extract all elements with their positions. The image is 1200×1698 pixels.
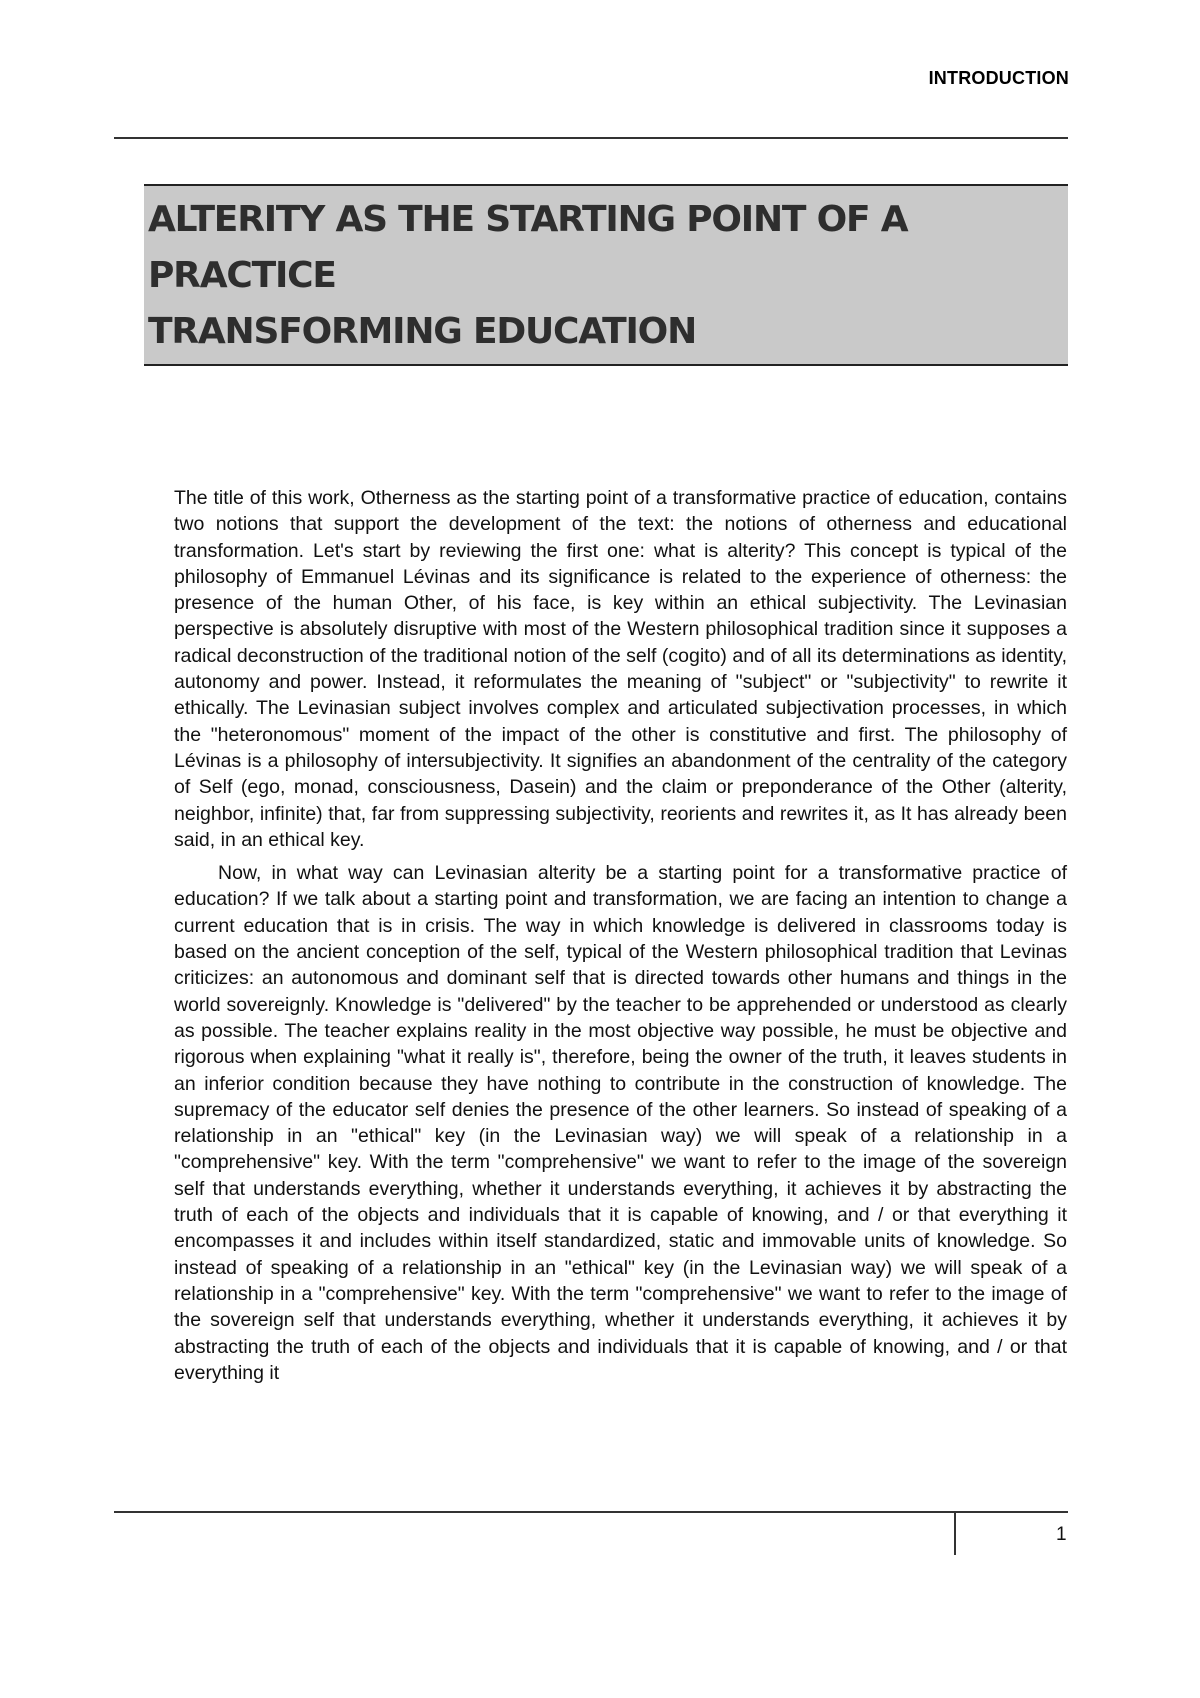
footer-divider (954, 1513, 956, 1555)
chapter-title (148, 192, 1064, 360)
body-paragraph-2: Now, in what way can Levinasian alterity be a starting point for a transformative practice of education? If we talk about a starting point and transformation, we are facing an intention to change a current education that is in crisis. The way in which knowledge is delivered in classrooms today is based on the ancient conception of the self, typical of the Western philosophical tradition that Levinas criticizes: an autonomous and dominant self that is directed towards other humans and things in the world sovereignly. Knowledge is "delivered" by the teacher to be apprehended or understood as clearly as possible. The teacher explains reality in the most objective way possible, he must be objective and rigorous when explaining "what it really is", therefore, being the owner of the truth, it leaves students in an inferior condition because they have nothing to contribute in the construction of knowledge. The supremacy of the educator self denies the presence of the other learners. So instead of speaking of a relationship in an "ethical" key (in the Levinasian way) we will speak of a relationship in a "comprehensive" key. With the term "comprehensive" we want to refer to the image of the sovereign self that understands everything, whether it understands everything, it achieves it by abstracting the truth of each of the objects and individuals that it is capable of knowing, and / or that everything it encompasses it and includes within itself standardized, static and immovable units of knowledge. So instead of speaking of a relationship in an "ethical" key (in the Levinasian way) we will speak of a relationship in a "comprehensive" key. With the term "comprehensive" we want to refer to the image of the sovereign self that understands everything, whether it understands everything, it achieves it by abstracting the truth of each of the objects and individuals that it is capable of knowing, and / or that everything it (174, 862, 1067, 1384)
running-header: INTRODUCTION (928, 68, 1069, 88)
page-number: 1 (1056, 1524, 1067, 1545)
footer-rule (114, 1511, 1068, 1513)
header-rule (114, 137, 1068, 139)
chapter-title-line-2: TRANSFORMING EDUCATION (148, 311, 697, 352)
body-paragraph-1: The title of this work, Otherness as the starting point of a transformative practice of education, contains two notions that support the development of the text: the notions of otherness and educational transformation. Let's start by reviewing the first one: what is alterity? This concept is typical of the philosophy of Emmanuel Lévinas and its significance is related to the experience of otherness: the presence of the human Other, of his face, is key within an ethical subjectivity. The Levinasian perspective is absolutely disruptive with most of the Western philosophical tradition since it supposes a radical deconstruction of the traditional notion of the self (cogito) and of all its determinations as identity, autonomy and power. Instead, it reformulates the meaning of "subject" or "subjectivity" to rewrite it ethically. The Levinasian subject involves complex and articulated subjectivation processes, in which the "heteronomous" moment of the impact of the other is constitutive and first. The philosophy of Lévinas is a philosophy of intersubjectivity. It signifies an abandonment of the centrality of the category of Self (ego, monad, consciousness, Dasein) and the claim or preponderance of the Other (alterity, neighbor, infinite) that, far from suppressing subjectivity, reorients and rewrites it, as It has already been said, in an ethical key. (174, 487, 1067, 851)
chapter-title-line-1: ALTERITY AS THE STARTING POINT OF A PRACTICE (148, 199, 908, 296)
title-box (144, 184, 1068, 366)
body-text (174, 485, 1067, 1393)
